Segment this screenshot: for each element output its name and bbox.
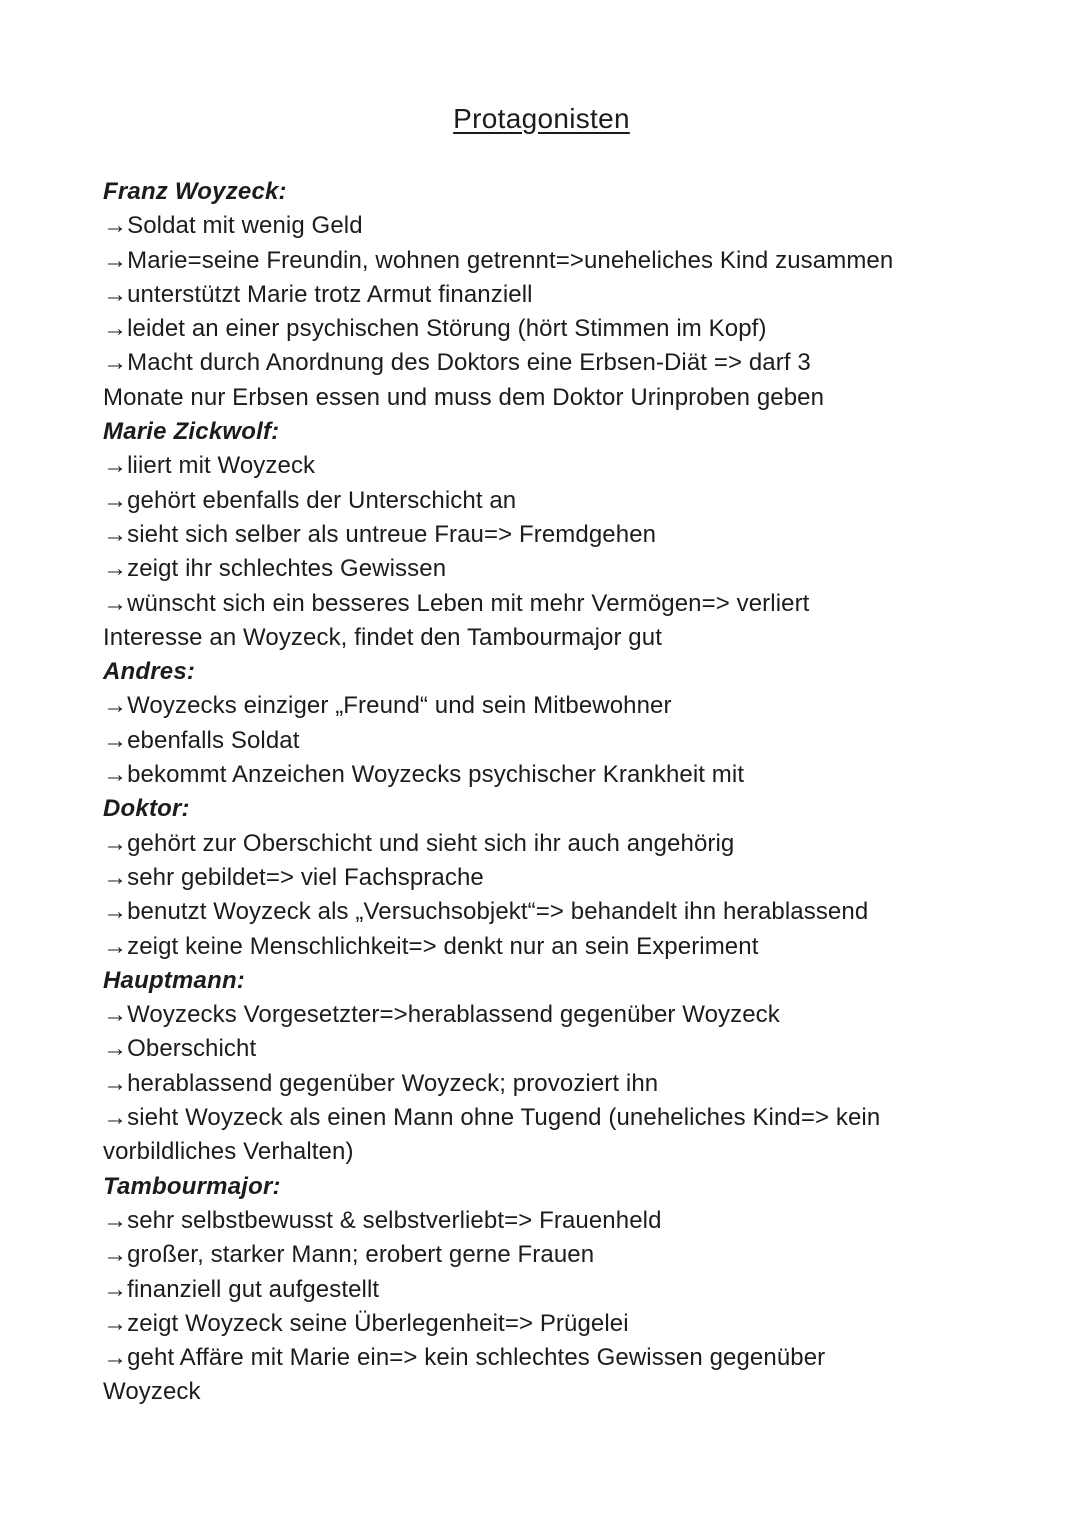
bullet-line: →ebenfalls Soldat xyxy=(103,726,300,754)
bullet-line: →Marie=seine Freundin, wohnen getrennt=>uneheliches Kind zusammen xyxy=(103,246,894,274)
character-heading: Franz Woyzeck: xyxy=(103,178,287,205)
character-heading: Tambourmajor: xyxy=(103,1172,281,1200)
bullet-line: →benutzt Woyzeck als „Versuchsobjekt“=> behandelt ihn herablassend xyxy=(103,898,869,926)
bullet-line: →Macht durch Anordnung des Doktors eine Erbsen-Diät => darf 3 xyxy=(103,349,811,377)
bullet-line: →Oberschicht xyxy=(103,1035,257,1063)
document-body xyxy=(103,175,980,1410)
bullet-line: →zeigt ihr schlechtes Gewissen xyxy=(103,555,447,583)
character-heading: Doktor: xyxy=(103,795,190,823)
bullet-line: →bekommt Anzeichen Woyzecks psychischer Krankheit mit xyxy=(103,761,745,789)
character-heading: Marie Zickwolf: xyxy=(103,418,280,446)
bullet-continuation-line: vorbildliches Verhalten) xyxy=(103,1138,354,1166)
page-title: Protagonisten xyxy=(453,103,630,134)
bullet-line: →sehr selbstbewusst & selbstverliebt=> Frauenheld xyxy=(103,1206,662,1234)
bullet-continuation-line: Woyzeck xyxy=(103,1378,201,1406)
bullet-line: →Soldat mit wenig Geld xyxy=(103,212,363,240)
bullet-continuation-line: Monate nur Erbsen essen und muss dem Doktor Urinproben geben xyxy=(103,383,825,411)
bullet-line: →gehört zur Oberschicht und sieht sich ihr auch angehörig xyxy=(103,829,735,857)
bullet-line: →wünscht sich ein besseres Leben mit mehr Vermögen=> verliert xyxy=(103,589,810,617)
bullet-line: →finanziell gut aufgestellt xyxy=(103,1275,380,1303)
bullet-line: →sieht Woyzeck als einen Mann ohne Tugend (uneheliches Kind=> kein xyxy=(103,1104,881,1132)
bullet-continuation-line: Interesse an Woyzeck, findet den Tambourmajor gut xyxy=(103,623,662,651)
bullet-line: →Woyzecks einziger „Freund“ und sein Mitbewohner xyxy=(103,692,672,720)
bullet-line: →leidet an einer psychischen Störung (hört Stimmen im Kopf) xyxy=(103,315,767,343)
character-heading: Hauptmann: xyxy=(103,966,245,994)
bullet-line: →zeigt keine Menschlichkeit=> denkt nur an sein Experiment xyxy=(103,932,759,960)
bullet-line: →Woyzecks Vorgesetzter=>herablassend gegenüber Woyzeck xyxy=(103,1001,780,1029)
bullet-line: →sieht sich selber als untreue Frau=> Fremdgehen xyxy=(103,520,657,548)
bullet-line: →unterstützt Marie trotz Armut finanziell xyxy=(103,280,533,308)
bullet-line: →großer, starker Mann; erobert gerne Frauen xyxy=(103,1241,595,1269)
character-heading: Andres: xyxy=(103,658,196,686)
bullet-line: →geht Affäre mit Marie ein=> kein schlechtes Gewissen gegenüber xyxy=(103,1344,826,1372)
bullet-line: →gehört ebenfalls der Unterschicht an xyxy=(103,486,517,514)
bullet-line: →sehr gebildet=> viel Fachsprache xyxy=(103,863,484,891)
bullet-line: →zeigt Woyzeck seine Überlegenheit=> Prügelei xyxy=(103,1309,629,1337)
bullet-line: →liiert mit Woyzeck xyxy=(103,452,316,480)
bullet-line: →herablassend gegenüber Woyzeck; provoziert ihn xyxy=(103,1069,659,1097)
